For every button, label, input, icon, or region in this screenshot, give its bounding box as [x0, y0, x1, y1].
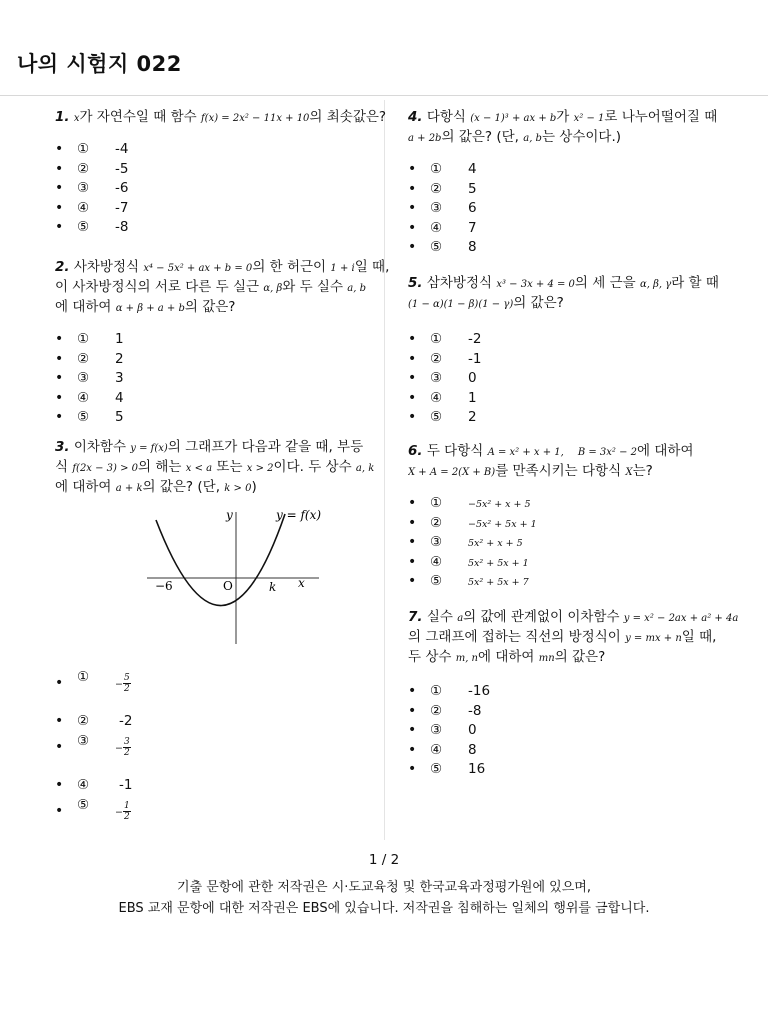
choice-1[interactable]: • ① 1	[77, 330, 395, 350]
question-5-choices	[408, 330, 768, 428]
question-7-number: 7.	[408, 609, 423, 625]
root-k-label: k	[269, 580, 277, 594]
choice-2[interactable]: • ② 2	[77, 350, 395, 370]
choice-4[interactable]: • ④ 1	[430, 389, 768, 409]
question-3-text: 3. 이차함수 y = f(x)의 그래프가 다음과 같을 때, 부등 식 f(2x − 3) > 0의 해는 x < a 또는 x > 2이다. 두 상수 a, k 에 대하여 a + k의 값은? (단, k > 0)	[55, 439, 375, 495]
question-3	[0, 438, 395, 834]
choice-1[interactable]: • ① -2	[430, 330, 768, 350]
choice-4[interactable]: • ④ -7	[77, 199, 395, 219]
choice-1[interactable]: • ① −5x² + x + 5	[430, 494, 768, 514]
choice-2[interactable]: • ② −5x² + 5x + 1	[430, 514, 768, 534]
left-column	[55, 108, 395, 834]
question-4-number: 4.	[408, 109, 423, 125]
question-6-number: 6.	[408, 443, 423, 459]
choice-3[interactable]: • ③ 0	[430, 721, 768, 741]
copyright-line-1: 기출 문항에 관한 저작권은 시·도교육청 및 한국교육과정평가원에 있으며,	[177, 880, 591, 895]
page-footer	[0, 850, 768, 919]
question-4	[408, 108, 768, 274]
question-6-choices	[408, 494, 768, 592]
question-3-choices	[55, 670, 395, 834]
choice-3[interactable]: • ③ 6	[430, 199, 768, 219]
choice-5[interactable]: • ⑤ -8	[77, 218, 395, 238]
choice-2[interactable]: • ② -1	[430, 350, 768, 370]
header-divider	[0, 95, 768, 96]
parabola-curve	[156, 514, 285, 606]
choice-5[interactable]: • ⑤ 16	[430, 760, 768, 780]
question-1-number: 1.	[55, 109, 70, 125]
question-3-number: 3.	[55, 439, 70, 455]
question-5	[408, 274, 768, 442]
origin-label: O	[223, 579, 233, 593]
question-6	[408, 442, 768, 608]
page-title: 나의 시험지 022	[17, 52, 182, 76]
question-2	[0, 258, 395, 438]
choice-4[interactable]: • ④ -1	[77, 772, 395, 798]
choice-4[interactable]: • ④ 8	[430, 741, 768, 761]
question-4-text: 4. 다항식 (x − 1)³ + ax + b가 x² − 1로 나누어떨어질 때 a + 2b의 값은? (단, a, b는 상수이다.)	[408, 109, 718, 145]
choice-1[interactable]: • ① 4	[430, 160, 768, 180]
question-7-choices	[408, 682, 768, 780]
choice-1[interactable]: • ① − $\frac{5}{2}$	[77, 670, 395, 706]
choice-3[interactable]: • ③ 5x² + x + 5	[430, 533, 768, 553]
choice-3[interactable]: • ③ − $\frac{3}{2}$	[77, 734, 395, 770]
question-7	[408, 608, 768, 780]
choice-5[interactable]: • ⑤ 5x² + 5x + 7	[430, 572, 768, 592]
root-minus6-label: −6	[155, 579, 173, 593]
choice-2[interactable]: • ② -5	[77, 160, 395, 180]
question-1	[55, 108, 395, 258]
curve-label: y = f(x)	[276, 508, 322, 522]
choice-2[interactable]: • ② -2	[77, 708, 395, 734]
copyright-line-2: EBS 교재 문항에 대한 저작권은 EBS에 있습니다. 저작권을 침해하는 일체의 행위를 금합니다.	[118, 901, 650, 916]
choice-2[interactable]: • ② 5	[430, 180, 768, 200]
question-5-number: 5.	[408, 275, 423, 291]
question-5-text: 5. 삼차방정식 x³ − 3x + 4 = 0의 세 근을 α, β, γ라 할 때 (1 − α)(1 − β)(1 − γ)의 값은?	[408, 275, 719, 311]
choice-3[interactable]: • ③ 3	[77, 369, 395, 389]
question-1-text: 1. x가 자연수일 때 함수 f(x) = 2x² − 11x + 10의 최솟값은?	[55, 109, 387, 125]
question-4-choices	[408, 160, 768, 258]
y-axis-label: y	[226, 508, 233, 522]
right-column	[408, 108, 768, 780]
parabola-graph	[143, 504, 343, 644]
page-number: 1 / 2	[368, 852, 400, 868]
choice-5[interactable]: • ⑤ 8	[430, 238, 768, 258]
choice-3[interactable]: • ③ 0	[430, 369, 768, 389]
choice-5[interactable]: • ⑤ 2	[430, 408, 768, 428]
question-7-text: 7. 실수 a의 값에 관계없이 이차함수 y = x² − 2ax + a² + 4a 의 그래프에 접하는 직선의 방정식이 y = mx + n일 때, 두 상수 m, n에 대하여 mn의 값은?	[408, 609, 739, 665]
choice-2[interactable]: • ② -8	[430, 702, 768, 722]
choice-5[interactable]: • ⑤ 5	[77, 408, 395, 428]
question-2-choices	[55, 330, 395, 428]
question-1-choices	[55, 140, 395, 238]
choice-1[interactable]: • ① -4	[77, 140, 395, 160]
choice-4[interactable]: • ④ 5x² + 5x + 1	[430, 553, 768, 573]
choice-4[interactable]: • ④ 4	[77, 389, 395, 409]
choice-5[interactable]: • ⑤ − $\frac{1}{2}$	[77, 798, 395, 834]
choice-3[interactable]: • ③ -6	[77, 179, 395, 199]
choice-1[interactable]: • ① -16	[430, 682, 768, 702]
question-6-text: 6. 두 다항식 A = x² + x + 1, B = 3x² − 2에 대하여 X + A = 2(X + B)를 만족시키는 다항식 X는?	[408, 443, 694, 479]
x-axis-label: x	[298, 576, 305, 590]
question-2-text: 2. 사차방정식 x⁴ − 5x² + ax + b = 0의 한 허근이 1 + i일 때, 이 사차방정식의 서로 다른 두 실근 α, β와 두 실수 a, b 에 대하여 α + β + a + b의 값은?	[55, 259, 390, 315]
choice-4[interactable]: • ④ 7	[430, 219, 768, 239]
question-2-number: 2.	[55, 259, 70, 275]
